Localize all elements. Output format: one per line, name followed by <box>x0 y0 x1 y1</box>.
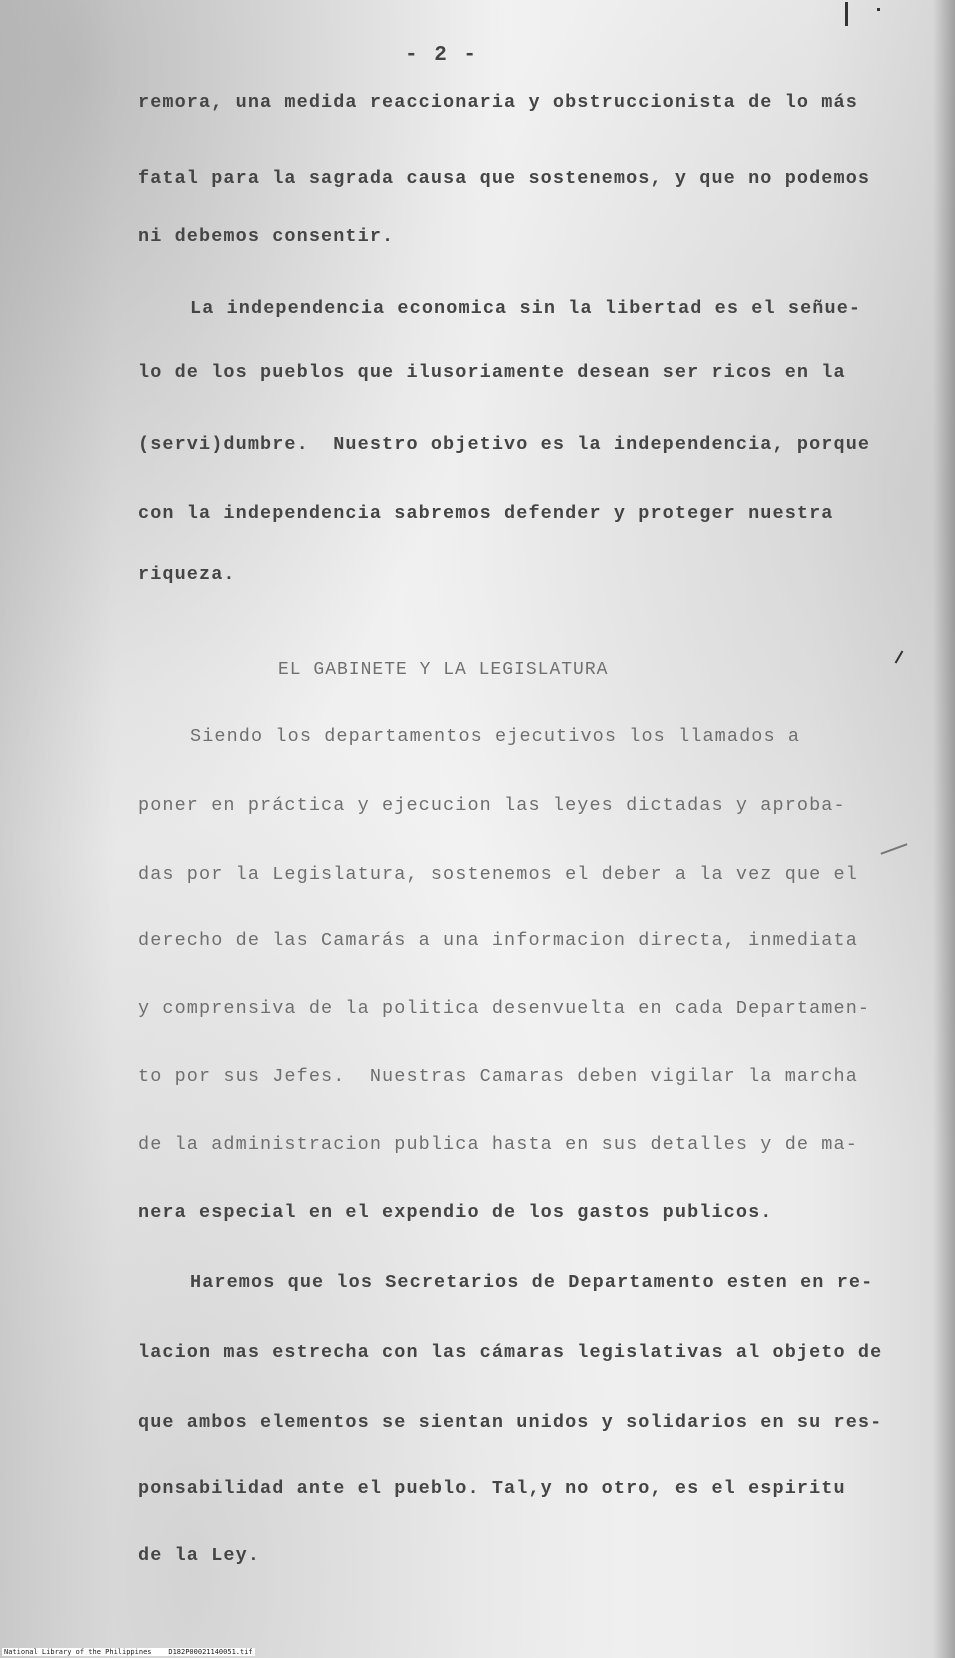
text-line: de la administracion publica hasta en sus detalles y de ma- <box>138 1134 858 1155</box>
text-line: riqueza. <box>138 564 236 585</box>
text-line: (servi)dumbre. Nuestro objetivo es la independencia, porque <box>138 434 871 455</box>
scan-mark <box>881 843 908 854</box>
text-line: lacion mas estrecha con las cámaras legislativas al objeto de <box>138 1342 883 1363</box>
text-line: con la independencia sabremos defender y proteger nuestra <box>138 503 834 524</box>
text-line: poner en práctica y ejecucion las leyes dictadas y aproba- <box>138 795 846 816</box>
text-line: das por la Legislatura, sostenemos el deber a la vez que el <box>138 864 858 885</box>
section-heading: EL GABINETE Y LA LEGISLATURA <box>278 660 609 680</box>
page-number: - 2 - <box>405 44 479 67</box>
text-line: ponsabilidad ante el pueblo. Tal,y no otro, es el espiritu <box>138 1478 846 1499</box>
text-line: fatal para la sagrada causa que sostenemos, y que no podemos <box>138 168 871 189</box>
text-line: derecho de las Camarás a una informacion directa, inmediata <box>138 930 858 951</box>
page-edge-shadow <box>933 0 955 1658</box>
text-line: nera especial en el expendio de los gastos publicos. <box>138 1202 773 1223</box>
text-line: La independencia economica sin la libertad es el señue- <box>190 298 862 319</box>
scan-mark <box>877 8 880 11</box>
scan-mark <box>895 650 904 663</box>
text-line: ni debemos consentir. <box>138 226 395 247</box>
text-line: to por sus Jefes. Nuestras Camaras deben vigilar la marcha <box>138 1066 858 1087</box>
text-line: que ambos elementos se sientan unidos y solidarios en su res- <box>138 1412 883 1433</box>
text-line: y comprensiva de la politica desenvuelta en cada Departamen- <box>138 998 871 1019</box>
text-line: Siendo los departamentos ejecutivos los llamados a <box>190 726 801 747</box>
scan-mark <box>845 2 848 26</box>
text-line: lo de los pueblos que ilusoriamente desean ser ricos en la <box>138 362 846 383</box>
text-line: remora, una medida reaccionaria y obstruccionista de lo más <box>138 92 858 113</box>
text-line: de la Ley. <box>138 1545 261 1566</box>
text-line: Haremos que los Secretarios de Departamento esten en re- <box>190 1272 874 1293</box>
footer-caption: National Library of the Philippines D182P00021140051.tif <box>4 1648 253 1656</box>
